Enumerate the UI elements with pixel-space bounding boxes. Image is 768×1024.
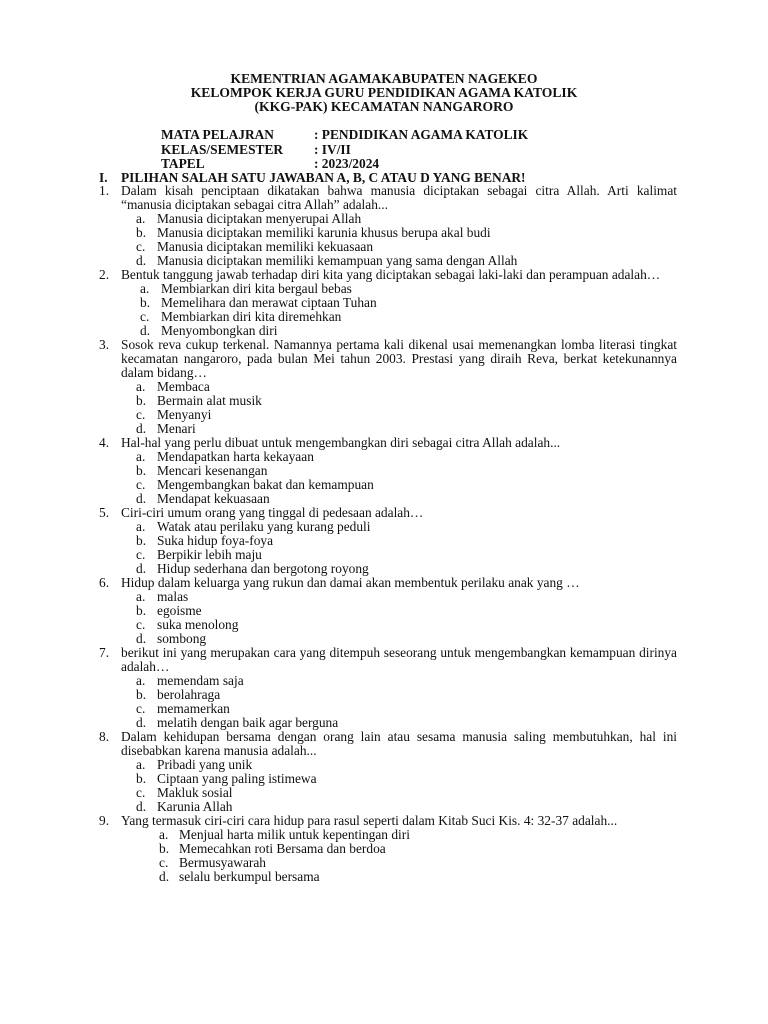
option-letter: d.	[159, 869, 170, 884]
option-text: Suka hidup foya-foya	[157, 533, 274, 548]
option-letter: a.	[159, 827, 169, 842]
info-value: : 2023/2024	[314, 156, 380, 171]
option-text: Manusia diciptakan memiliki kekuasaan	[157, 239, 374, 254]
question-item	[99, 436, 677, 506]
header-ministry: KEMENTRIAN AGAMAKABUPATEN NAGEKEO	[230, 71, 538, 86]
option-b	[159, 842, 677, 856]
section-number: I.	[99, 170, 108, 185]
option-text: Bermusyawarah	[179, 855, 267, 870]
option-letter: d.	[136, 491, 147, 506]
option-text: Memelihara dan merawat ciptaan Tuhan	[161, 295, 377, 310]
question-number: 8.	[99, 729, 110, 744]
question-text: Bentuk tanggung jawab terhadap diri kita yang diciptakan sebagai laki-laki dan perampuan adalah…	[121, 267, 661, 282]
option-b	[136, 604, 677, 618]
question-list	[99, 184, 677, 884]
option-b	[136, 394, 677, 408]
question-number: 4.	[99, 435, 110, 450]
question-number: 9.	[99, 813, 110, 828]
option-c	[136, 478, 677, 492]
option-d	[159, 870, 677, 884]
question-text: Hal-hal yang perlu dibuat untuk mengembangkan diri sebagai citra Allah adalah...	[121, 435, 561, 450]
option-text: malas	[157, 589, 189, 604]
header-group: KELOMPOK KERJA GURU PENDIDIKAN AGAMA KATOLIK	[190, 85, 578, 100]
question-text: Yang termasuk ciri-ciri cara hidup para rasul seperti dalam Kitab Suci Kis. 4: 32-37 adalah...	[121, 813, 618, 828]
option-letter: b.	[136, 393, 147, 408]
option-letter: d.	[136, 421, 147, 436]
option-c	[136, 786, 677, 800]
option-b	[136, 226, 677, 240]
option-letter: b.	[136, 533, 147, 548]
question-number: 6.	[99, 575, 110, 590]
question-number: 5.	[99, 505, 110, 520]
question-text: berikut ini yang merupakan cara yang ditempuh seseorang untuk mengembangkan kemampuan dirinya adalah…	[121, 645, 677, 674]
option-letter: b.	[140, 295, 151, 310]
info-value: : IV/II	[314, 141, 351, 157]
question-number: 3.	[99, 337, 110, 352]
question-text: Sosok reva cukup terkenal. Namannya pertama kali dikenal usai memenangkan lomba literasi tingkat kecamatan nangaroro, pada bulan Mei tahun 2003. Prestasi yang diraih Reva, berkat ketekunannya dalam bidang…	[121, 337, 677, 380]
option-text: Mendapat kekuasaan	[157, 491, 270, 506]
option-text: Menjual harta milik untuk kepentingan diri	[179, 827, 410, 842]
option-letter: c.	[136, 547, 146, 562]
option-b	[136, 688, 677, 702]
option-d	[136, 716, 677, 730]
option-a	[136, 450, 677, 464]
option-list	[159, 828, 677, 884]
header-district: (KKG-PAK) KECAMATAN NANGARORO	[254, 99, 514, 114]
option-text: Mencari kesenangan	[157, 463, 268, 478]
option-text: Karunia Allah	[157, 799, 233, 814]
question-item	[99, 338, 677, 436]
option-text: selalu berkumpul bersama	[179, 869, 320, 884]
option-list	[136, 674, 677, 730]
question-text: Hidup dalam keluarga yang rukun dan damai akan membentuk perilaku anak yang …	[121, 575, 580, 590]
question-text: Dalam kehidupan bersama dengan orang lain atau sesama manusia saling membutuhkan, hal ini disebabkan karena manusia adalah...	[121, 729, 677, 758]
option-text: Mendapatkan harta kekayaan	[157, 449, 314, 464]
option-a	[136, 380, 677, 394]
question-number: 7.	[99, 645, 110, 660]
option-text: suka menolong	[157, 617, 239, 632]
info-row-subject	[161, 128, 661, 143]
option-a	[136, 212, 677, 226]
option-text: Manusia diciptakan memiliki kemampuan yang sama dengan Allah	[157, 253, 518, 268]
option-letter: b.	[136, 603, 147, 618]
option-text: berolahraga	[157, 687, 221, 702]
option-text: Makluk sosial	[157, 785, 233, 800]
question-item	[99, 576, 677, 646]
option-list	[136, 380, 677, 436]
option-letter: a.	[136, 379, 146, 394]
option-c	[159, 856, 677, 870]
info-row-class	[161, 143, 661, 158]
document-header	[0, 72, 768, 114]
info-label: TAPEL	[161, 156, 205, 171]
option-text: Ciptaan yang paling istimewa	[157, 771, 317, 786]
info-label: KELAS/SEMESTER	[161, 141, 284, 157]
option-d	[140, 324, 677, 338]
option-d	[136, 422, 677, 436]
question-item	[99, 268, 677, 338]
option-letter: d.	[136, 799, 147, 814]
option-text: Mengembangkan bakat dan kemampuan	[157, 477, 374, 492]
option-letter: b.	[159, 841, 170, 856]
option-letter: d.	[136, 631, 147, 646]
option-text: Hidup sederhana dan bergotong royong	[157, 561, 369, 576]
question-item	[99, 814, 677, 884]
option-b	[136, 534, 677, 548]
question-number: 1.	[99, 183, 110, 198]
option-letter: d.	[140, 323, 151, 338]
question-item	[99, 730, 677, 814]
option-letter: b.	[136, 463, 147, 478]
option-text: Menyanyi	[157, 407, 212, 422]
option-letter: b.	[136, 771, 147, 786]
option-text: Manusia diciptakan menyerupai Allah	[157, 211, 362, 226]
option-a	[136, 758, 677, 772]
option-letter: a.	[136, 519, 146, 534]
option-letter: a.	[140, 281, 150, 296]
option-a	[136, 590, 677, 604]
option-list	[136, 212, 677, 268]
option-letter: a.	[136, 449, 146, 464]
option-c	[136, 408, 677, 422]
option-letter: d.	[136, 561, 147, 576]
exam-info	[161, 128, 661, 172]
option-letter: a.	[136, 757, 146, 772]
option-text: egoisme	[157, 603, 202, 618]
option-letter: c.	[159, 855, 169, 870]
option-text: Menyombongkan diri	[161, 323, 278, 338]
option-c	[140, 310, 677, 324]
option-d	[136, 492, 677, 506]
option-letter: a.	[136, 211, 146, 226]
option-b	[136, 464, 677, 478]
option-c	[136, 702, 677, 716]
option-c	[136, 240, 677, 254]
question-item	[99, 184, 677, 268]
option-a	[136, 674, 677, 688]
option-text: Membiarkan diri kita diremehkan	[161, 309, 342, 324]
option-d	[136, 562, 677, 576]
option-text: melatih dengan baik agar berguna	[157, 715, 339, 730]
option-letter: c.	[136, 785, 146, 800]
option-b	[136, 772, 677, 786]
option-list	[136, 590, 677, 646]
option-text: Bermain alat musik	[157, 393, 262, 408]
option-a	[140, 282, 677, 296]
section-title: PILIHAN SALAH SATU JAWABAN A, B, C ATAU D YANG BENAR!	[121, 170, 526, 185]
option-text: Berpikir lebih maju	[157, 547, 262, 562]
option-d	[136, 254, 677, 268]
question-item	[99, 506, 677, 576]
option-a	[159, 828, 677, 842]
option-letter: b.	[136, 225, 147, 240]
option-letter: a.	[136, 673, 146, 688]
option-text: Watak atau perilaku yang kurang peduli	[157, 519, 371, 534]
option-letter: c.	[136, 701, 146, 716]
option-text: Membiarkan diri kita bergaul bebas	[161, 281, 352, 296]
option-c	[136, 548, 677, 562]
option-text: memamerkan	[157, 701, 230, 716]
option-text: Pribadi yang unik	[157, 757, 253, 772]
option-list	[136, 450, 677, 506]
info-label: MATA PELAJRAN	[161, 127, 274, 142]
option-text: Manusia diciptakan memiliki karunia khusus berupa akal budi	[157, 225, 491, 240]
option-letter: d.	[136, 715, 147, 730]
option-d	[136, 632, 677, 646]
option-text: memendam saja	[157, 673, 244, 688]
option-letter: d.	[136, 253, 147, 268]
info-value: : PENDIDIKAN AGAMA KATOLIK	[314, 127, 529, 142]
question-text: Dalam kisah penciptaan dikatakan bahwa manusia diciptakan sebagai citra Allah. Arti kalimat “manusia diciptakan sebagai citra Allah” adalah...	[121, 183, 677, 212]
question-text: Ciri-ciri umum orang yang tinggal di pedesaan adalah…	[121, 505, 424, 520]
option-letter: c.	[140, 309, 150, 324]
option-text: sombong	[157, 631, 207, 646]
option-text: Membaca	[157, 379, 210, 394]
option-letter: c.	[136, 239, 146, 254]
question-item	[99, 646, 677, 730]
option-d	[136, 800, 677, 814]
option-b	[140, 296, 677, 310]
option-letter: c.	[136, 617, 146, 632]
option-list	[140, 282, 677, 338]
option-letter: c.	[136, 477, 146, 492]
option-letter: a.	[136, 589, 146, 604]
option-letter: b.	[136, 687, 147, 702]
question-number: 2.	[99, 267, 110, 282]
option-text: Menari	[157, 421, 196, 436]
option-list	[136, 758, 677, 814]
option-text: Memecahkan roti Bersama dan berdoa	[179, 841, 386, 856]
option-c	[136, 618, 677, 632]
option-letter: c.	[136, 407, 146, 422]
option-a	[136, 520, 677, 534]
option-list	[136, 520, 677, 576]
